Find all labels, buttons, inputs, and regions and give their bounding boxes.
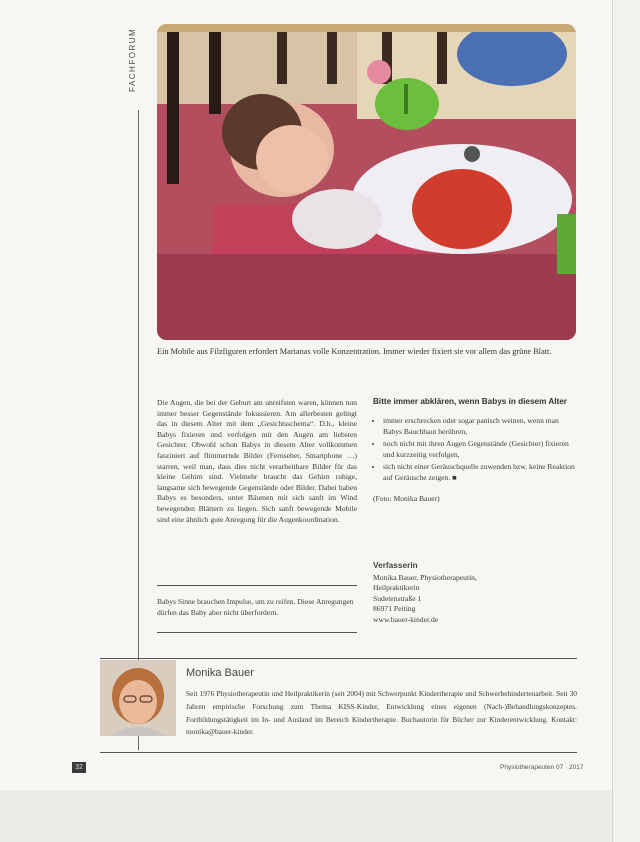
photo-caption: Ein Mobile aus Filzfiguren erfordert Marianas volle Konzentration. Immer wieder fixiert sie vor allem das grüne Blatt. xyxy=(157,347,552,356)
list-item: • noch nicht mit ihren Augen Gegenstände (Gesichter) fixieren und kurzzeitig verfolgen, xyxy=(383,439,577,460)
list-item xyxy=(383,462,577,483)
warning-box xyxy=(373,396,577,504)
author-line: 86971 Peiting xyxy=(373,604,416,614)
bio-rule-bottom xyxy=(100,752,577,753)
next-page-edge xyxy=(612,0,640,842)
author-line: Monika Bauer, Physiotherapeutin, xyxy=(373,572,477,582)
section-label: FACHFORUM xyxy=(128,27,137,93)
divider-top xyxy=(157,585,357,586)
side-rule xyxy=(138,110,139,750)
author-website-link[interactable]: www.bauer-kinder.de xyxy=(373,614,439,624)
author-line: Heilpraktikerin xyxy=(373,583,420,593)
author-line: Sudetenstraße 1 xyxy=(373,593,422,603)
baby-photo xyxy=(157,24,576,340)
scan-margin xyxy=(0,790,612,842)
author-avatar xyxy=(100,660,176,736)
page-number: 32 xyxy=(72,762,86,773)
body-paragraph: Die Augen, die bei der Geburt am unreifsten waren, können nun immer besser Gegenstände fokussieren. Am allerbesten gelingt das in diesem Alter mit dem „Gesichtsschema“. D.h., kleine Babys fixieren und verfolgen mit den Augen am liebsten Gesichter. Obwohl schon Babys in diesem Alter vollkommen fasziniert auf flimmernde Bilder (Fernseher, Smartphone …) starren, weil man, dass dies nicht verarbeitbare Bilder für das kleine Gehirn sind. Vielmehr braucht das Gehirn ruhige, langsame sich bewegende Gegenstände oder Bilder. Dabei haben Babys es besonders, unter Bäumen mit sich sanft im Wind bewegenden Blättern zu liegen. Sich sanft bewegende Mobile sind eine ähnlich gute Anregung für die Augenkoordination. xyxy=(157,398,357,524)
footer-issue: Physiotherapeuten 07 · 2017 xyxy=(500,764,584,771)
warning-list xyxy=(373,416,577,484)
bio-name: Monika Bauer xyxy=(186,667,254,679)
photo-credit: (Foto: Monika Bauer) xyxy=(373,493,440,503)
warning-title: Bitte immer abklären, wenn Babys in diesem Alter xyxy=(373,397,567,406)
end-mark: ■ xyxy=(452,472,457,482)
pull-note: Babys Sinne brauchen Impulse, um zu reifen. Diese Anregungen dürfen das Baby aber nicht überfordern. xyxy=(157,597,354,617)
bio-rule-top xyxy=(100,658,577,659)
author-heading: Verfasserin xyxy=(373,560,418,570)
author-info xyxy=(373,560,573,626)
list-item: • immer erschrecken oder sogar panisch weinen, wenn man Babys Bauchhaut berühren, xyxy=(383,416,577,437)
list-item-text: sich nicht einer Geräuschquelle zuwenden bzw. keine Reaktion auf Geräusche zeigen. xyxy=(383,462,575,482)
divider-bottom xyxy=(157,632,357,633)
bio-text: Seit 1976 Physiotherapeutin und Heilpraktikerin (seit 2004) mit Schwerpunkt Kindertherapie und Schwerbehindertenarbeit. Seit 30 Jahren empirische Forschung zum Thema KISS-Kinder, Entwicklung eines eigenen (Nach-)Behandlungskonzeptes. Fortbildungstätigkeit im In- und Ausland im Bereich Kindertherapie. Buchautorin für Bücher zur Kinderentwicklung. Kontakt: monika@bauer-kinder. xyxy=(186,689,577,737)
